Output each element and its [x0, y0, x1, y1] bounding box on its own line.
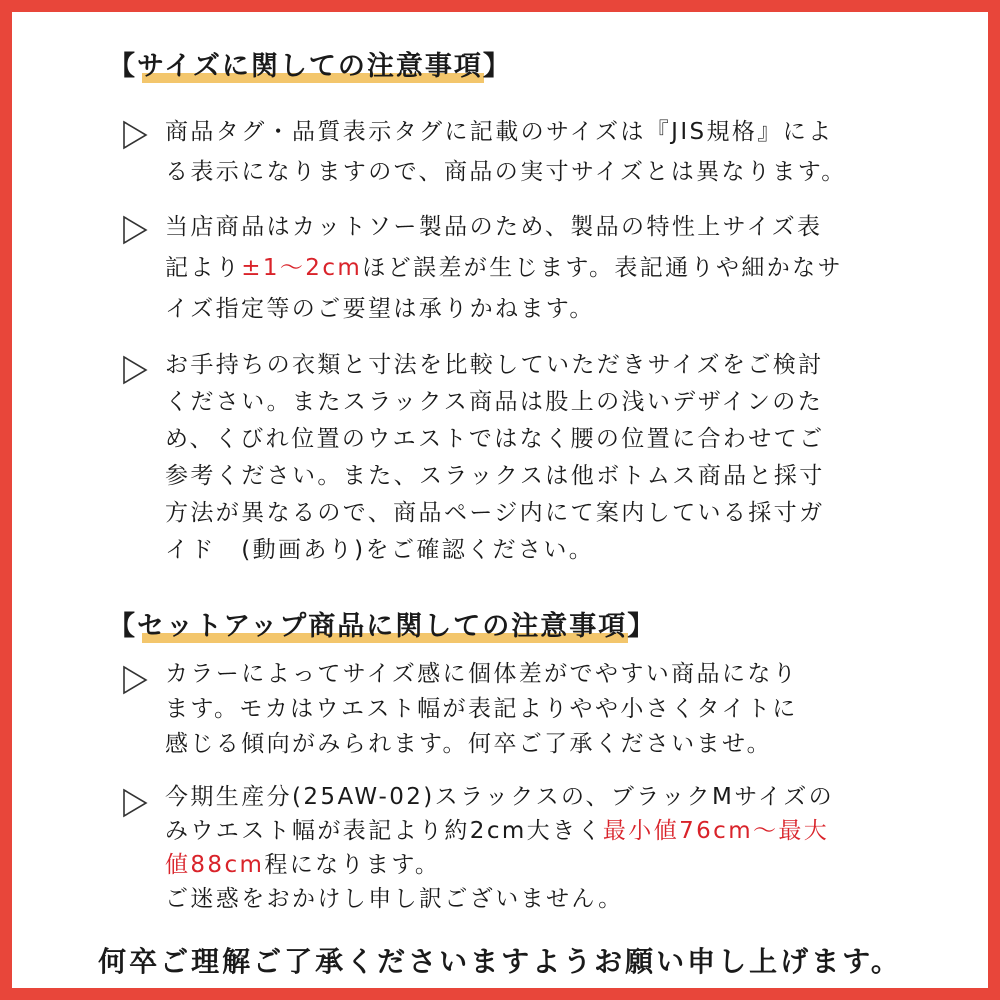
text-segment: ます。モカはウエスト幅が表記よりやや小さくタイトに	[165, 696, 798, 722]
notice-item	[122, 780, 834, 916]
text-segment: 感じる傾向がみられます。何卒ご了承くださいませ。	[165, 731, 773, 757]
text-line	[165, 692, 798, 727]
text-line	[165, 882, 834, 916]
text-line	[165, 112, 847, 152]
text-segment: みウエスト幅が表記より約2cm大きく	[165, 818, 603, 844]
text-line	[165, 780, 834, 814]
text-line	[165, 421, 825, 458]
text-segment: ほど誤差が生じます。表記通りや細かなサ	[362, 255, 843, 281]
heading-text: 【サイズに関しての注意事項】	[108, 51, 512, 82]
heading-text: 【セットアップ商品に関しての注意事項】	[108, 611, 657, 642]
highlighted-text: 値88cm	[165, 852, 265, 878]
text-line	[165, 657, 798, 692]
text-line	[165, 152, 847, 192]
text-segment: ください。またスラックス商品は股上の浅いデザインのた	[165, 389, 824, 415]
text-segment: 当店商品はカットソー製品のため、製品の特性上サイズ表	[165, 214, 823, 240]
text-segment: め、くびれ位置のウエストではなく腰の位置に合わせてご	[165, 426, 825, 452]
text-segment: 参考ください。また、スラックスは他ボトムス商品と採寸	[165, 463, 825, 489]
text-line	[165, 727, 798, 762]
highlighted-text: ±1〜2cm	[241, 255, 363, 281]
notice-item	[122, 657, 798, 762]
text-segment: る表示になりますので、商品の実寸サイズとは異なります。	[165, 159, 847, 185]
text-segment: お手持ちの衣類と寸法を比較していただきサイズをご検討	[165, 352, 824, 378]
closing-message: 何卒ご理解ご了承くださいますようお願い申し上げます。	[98, 945, 902, 978]
text-segment: 商品タグ・品質表示タグに記載のサイズは『JIS規格』によ	[165, 119, 834, 145]
highlighted-text: 最小値76cm〜最大	[602, 818, 830, 844]
text-line	[165, 347, 825, 384]
text-segment: カラーによってサイズ感に個体差がでやすい商品になり	[165, 661, 799, 687]
text-line	[165, 207, 843, 248]
notice-item	[122, 347, 825, 569]
text-line	[165, 458, 825, 495]
text-segment: 程になります。	[264, 852, 441, 878]
text-segment: イズ指定等のご要望は承りかねます。	[165, 296, 595, 322]
text-segment: 記より	[165, 255, 242, 281]
section-heading	[108, 47, 512, 87]
text-line	[165, 289, 843, 330]
text-line	[165, 495, 825, 532]
text-line	[165, 848, 834, 882]
text-segment: イド (動画あり)をご確認ください。	[165, 537, 595, 563]
text-line	[165, 532, 825, 569]
text-segment: ご迷惑をおかけし申し訳ございません。	[165, 886, 624, 912]
text-line	[165, 384, 825, 421]
text-segment: 今期生産分(25AW-02)スラックスの、ブラックMサイズの	[165, 784, 834, 810]
notice-item	[122, 112, 847, 192]
text-line	[165, 248, 843, 289]
notice-item	[122, 207, 843, 330]
text-segment: 方法が異なるので、商品ページ内にて案内している採寸ガ	[165, 500, 825, 526]
section-heading	[108, 607, 656, 647]
text-line	[165, 814, 834, 848]
